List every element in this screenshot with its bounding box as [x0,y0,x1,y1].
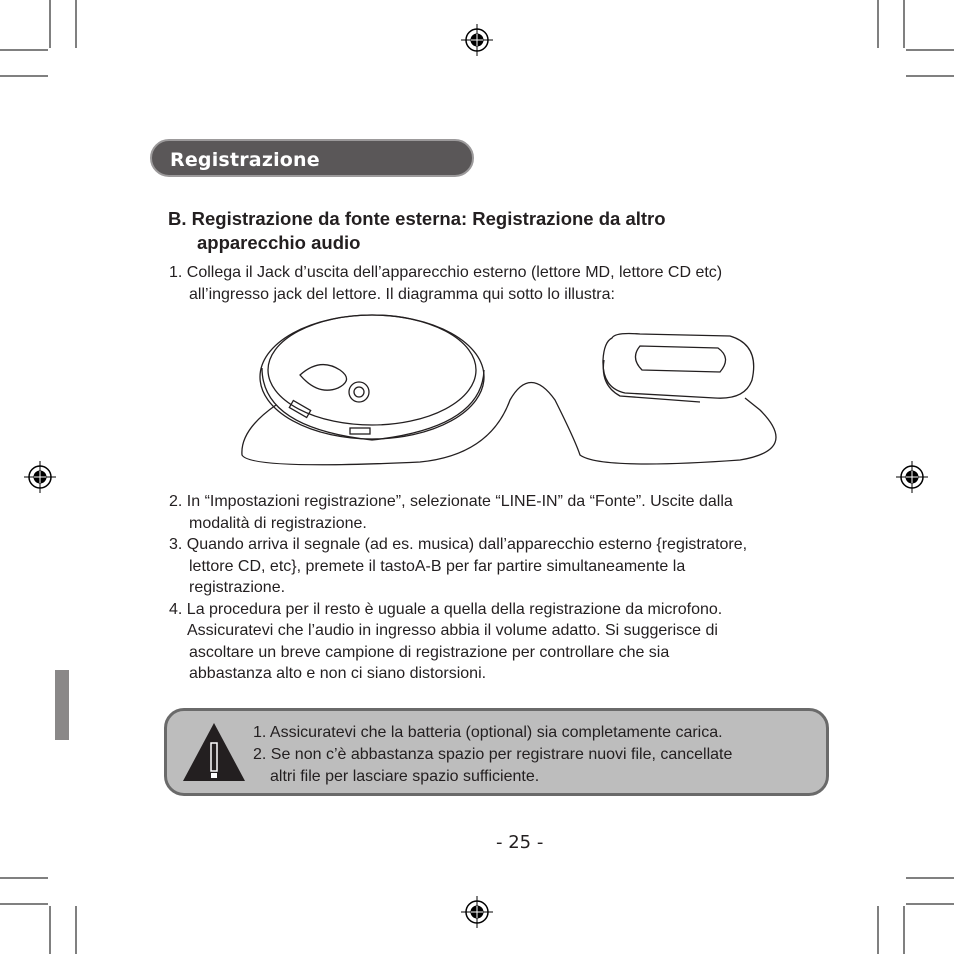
step-line: all’ingresso jack del lettore. Il diagramma qui sotto lo illustra: [189,285,615,303]
warning-triangle-icon [181,721,247,783]
title-line: B. Registrazione da fonte esterna: Registrazione da altro [168,208,666,229]
step-line: modalità di registrazione. [189,514,367,532]
section-header-label: Registrazione [170,149,320,171]
cd-player-illustration [260,315,484,440]
steps-list [169,491,747,685]
language-tab [55,670,69,740]
warning-line: 1. Assicuratevi che la batteria (optional) sia completamente carica. [253,724,723,741]
warning-line: 2. Se non c’è abbastanza spazio per registrare nuovi file, cancellate [253,746,733,763]
step-line: 2. In “Impostazioni registrazione”, selezionate “LINE-IN” da “Fonte”. Uscite dalla [169,493,733,510]
step-1 [169,262,722,305]
warning-box [164,708,829,796]
step-line: Assicuratevi che l’audio in ingresso abbia il volume adatto. Si suggerisce di [187,622,718,639]
page-number: - 25 - [496,832,544,853]
step-line: 1. Collega il Jack d’uscita dell’apparecchio esterno (lettore MD, lettore CD etc) [169,264,723,281]
warning-line: altri file per lasciare spazio sufficiente. [270,768,540,785]
step-line: abbastanza alto e non ci siano distorsioni. [189,665,487,682]
step-line: 3. Quando arriva il segnale (ad es. musica) dall’apparecchio esterno {registratore, [169,536,748,553]
step-line: registrazione. [189,579,286,596]
step-line: ascoltare un breve campione di registrazione per controllare che sia [189,643,670,661]
title-line: apparecchio audio [197,232,361,253]
section-title [168,207,666,255]
section-header [150,139,474,177]
step-line: 4. La procedura per il resto è uguale a quella della registrazione da microfono. [169,600,723,618]
connection-diagram [242,315,776,465]
mp3-player-illustration [603,334,754,403]
step-line: lettore CD, etc}, premete il tastoA-B per far partire simultaneamente la [189,557,686,575]
